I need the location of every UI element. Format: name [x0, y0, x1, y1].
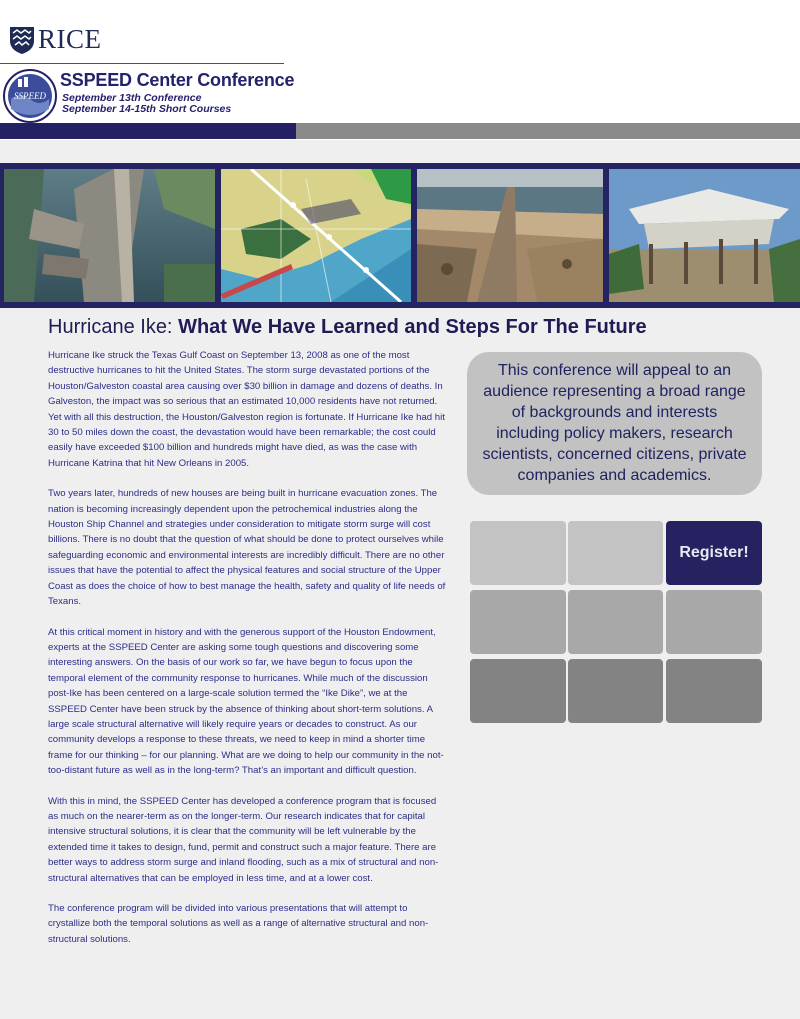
conference-title: SSPEED Center Conference — [60, 70, 295, 90]
paragraph-3: At this critical moment in history and with the generous support of the Houston Endowment, experts at the SSPEED Center are asking some tough questions and discovering some interesting answers. On the basis of our work so far, we have begun to focus upon the temporal element of the community response to hurricanes. While much of the discussion post-Ike has been centered on a large-scale solution termed the “Ike Dike”, we at the SSPEED Center have been struck by the absence of thinking about short-term solutions. A large scale structural alternative will likely require years or decades to construct. As our community develops a response to these threats, we need to keep in mind a shorter time frame for our thinking – for our planning. What are we doing to help our community in the not-too-distant future as well as in the long-term? That’s an important and difficult question. — [48, 626, 444, 777]
grid-tile-2[interactable] — [568, 521, 663, 585]
grid-tile-8[interactable] — [568, 659, 663, 723]
sspeed-seal-logo — [3, 69, 57, 123]
paragraph-1: Hurricane Ike struck the Texas Gulf Coast on September 13, 2008 as one of the most destructive hurricanes to hit the United States. The storm surge devastated portions of the Houston/Galveston coastal area causing over $30 billion in damage and dozens of deaths. In Galveston, the impact was so serious that an estimated 10,000 residents have not returned. Yet with all this destruction, the Houston/Galveston region is fortunate. If Hurricane Ike had hit 30 to 50 miles down the coast, the devastation would have been remarkable; the cost could easily have exceeded $100 billion and hundreds might have died, as was the case with Hurricane Katrina that hit New Orleans in 2005. — [48, 350, 445, 469]
short-courses-date: September 14-15th Short Courses — [62, 103, 232, 115]
paragraph-4: With this in mind, the SSPEED Center has developed a conference program that is focused as much on the nearer-term as on the longer-term. Our research indicates that for capital intensive structural solutions, it is clear that the community will be left vulnerable by the extended time it takes to design, fund, permit and construct such a major feature. There are better ways to address storm surge and inland flooding, such as a mix of structural and non-structural alternatives that can be employed in less time, and at a lower cost. — [48, 795, 439, 884]
storm-track-map — [221, 169, 411, 302]
paragraph-2: Two years later, hundreds of new houses are being built in hurricane evacuation zones. The nation is becoming increasingly dependent upon the petrochemical industries along the Houston Ship Channel and strategies under consideration to mitigate storm surge will cost billions. There is no doubt that the question of what should be done to protect ourselves while safeguarding economic and environmental interests are incredibly difficult. There are no other issues that have the potential to affect the physical features and social structure of the Upper Coast as does the choice of how to best manage the health, safety and quality of life needs of Texans. — [48, 488, 446, 608]
grid-tile-5[interactable] — [568, 590, 663, 654]
grid-tile-1[interactable] — [470, 521, 566, 585]
rice-wordmark: RICE — [38, 24, 102, 54]
register-button[interactable]: Register! — [666, 521, 762, 585]
grid-tile-6[interactable] — [666, 590, 762, 654]
header-divider — [0, 63, 284, 64]
grid-tile-7[interactable] — [470, 659, 566, 723]
photo-strip — [0, 163, 800, 308]
destroyed-house-photo — [609, 169, 800, 302]
conference-date: September 13th Conference — [62, 92, 202, 104]
grid-tile-4[interactable] — [470, 590, 566, 654]
audience-callout: This conference will appeal to an audience representing a broad range of backgrounds and interests including policy makers, research scientists, concerned citizens, private companies and academics. — [467, 352, 762, 495]
headline-lead: Hurricane Ike: — [48, 316, 179, 338]
page-headline — [48, 316, 647, 339]
seal-text: SSPEED — [14, 91, 46, 101]
collapsed-bridge-photo — [4, 169, 215, 302]
page-header — [0, 0, 800, 140]
headline-bold: What We Have Learned and Steps For The Future — [178, 316, 647, 338]
damaged-coastline-photo — [417, 169, 603, 302]
rice-shield-icon — [9, 25, 35, 55]
header-bar-navy — [0, 123, 296, 139]
paragraph-5: The conference program will be divided into various presentations that will attempt to crystallize both the temporal solutions as well as a range of alternative structural and non-structural solutions. — [48, 903, 429, 945]
grid-tile-9[interactable] — [666, 659, 762, 723]
rice-logo[interactable] — [9, 24, 102, 55]
header-bar-grey — [296, 123, 800, 139]
article-body — [48, 348, 448, 962]
